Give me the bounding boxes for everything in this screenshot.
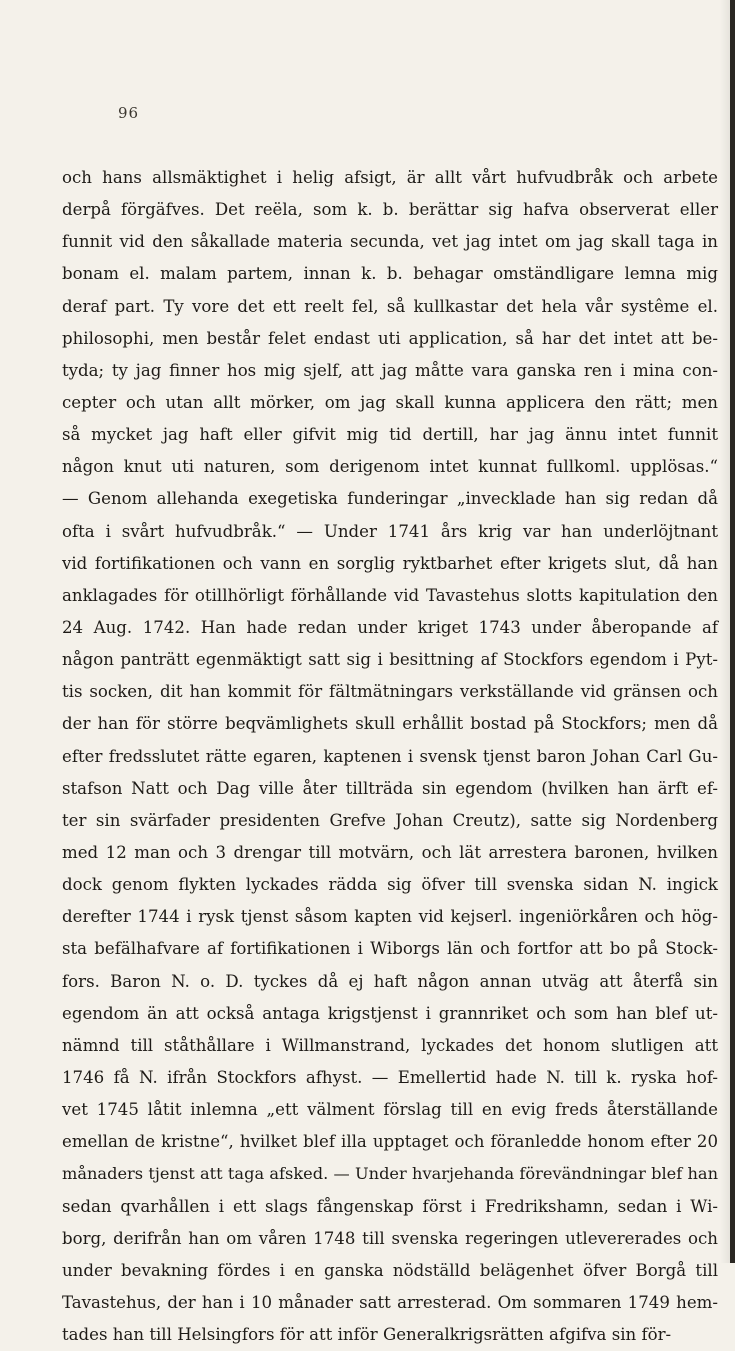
text-line: nämnd till ståthållare i Willmanstrand, lyckades det honom slutligen att (62, 1035, 718, 1055)
text-line: månaders tjenst att taga afsked. — Under hvarjehanda förevändningar blef han (62, 1164, 718, 1184)
text-line: tades han till Helsingfors för att inför Generalkrigsrätten afgifva sin för- (62, 1325, 672, 1345)
text-line: derpå förgäfves. Det reëla, som k. b. berättar sig hafva observerat eller (62, 200, 718, 220)
body-text (62, 162, 718, 1351)
text-line: tyda; ty jag finner hos mig sjelf, att jag måtte vara ganska ren i mina con- (62, 360, 718, 380)
text-line: egendom än att också antaga krigstjenst i grannriket och som han blef ut- (62, 1003, 718, 1023)
text-line: funnit vid den såkallade materia secunda, vet jag intet om jag skall taga in (62, 232, 718, 252)
text-line: fors. Baron N. o. D. tyckes då ej haft någon annan utväg att återfå sin (62, 971, 718, 991)
text-line: deraf part. Ty vore det ett reelt fel, så kullkastar det hela vår systême el. (62, 296, 718, 316)
text-line: ofta i svårt hufvudbråk.“ — Under 1741 års krig var han underlöjtnant (62, 521, 718, 541)
text-line: efter fredsslutet rätte egaren, kaptenen i svensk tjenst baron Johan Carl Gu- (62, 746, 718, 766)
text-line: der han för större beqvämlighets skull erhållit bostad på Stockfors; men då (62, 714, 718, 734)
text-line: tis socken, dit han kommit för fältmätningars verkställande vid gränsen och (62, 682, 718, 702)
text-line: 24 Aug. 1742. Han hade redan under kriget 1743 under åberopande af (62, 617, 718, 637)
text-line: derefter 1744 i rysk tjenst såsom kapten vid kejserl. ingeniörkåren och hög- (62, 907, 718, 927)
text-line: sta befälhafvare af fortifikationen i Wiborgs län och fortfor att bo på Stock- (62, 939, 718, 959)
text-line: någon knut uti naturen, som derigenom intet kunnat fullkoml. upplösas.“ (62, 457, 718, 477)
page-number: 96 (118, 104, 140, 122)
text-line: ter sin svärfader presidenten Grefve Johan Creutz), satte sig Nordenberg (62, 810, 718, 830)
text-line: philosophi, men består felet endast uti application, så har det intet att be- (62, 328, 718, 348)
text-line: dock genom flykten lyckades rädda sig öfver till svenska sidan N. ingick (62, 875, 718, 895)
text-line: och hans allsmäktighet i helig afsigt, är allt vårt hufvudbråk och arbete (62, 168, 718, 187)
page-edge (730, 0, 735, 1263)
text-line: cepter och utan allt mörker, om jag skall kunna applicera den rätt; men (62, 392, 718, 412)
text-line: någon panträtt egenmäktigt satt sig i besittning af Stockfors egendom i Pyt- (62, 650, 718, 670)
text-line: sedan qvarhållen i ett slags fångenskap först i Fredrikshamn, sedan i Wi- (62, 1196, 718, 1216)
text-line: Tavastehus, der han i 10 månader satt arresterad. Om sommaren 1749 hem- (62, 1292, 718, 1312)
text-line: anklagades för otillhörligt förhållande vid Tavastehus slotts kapitulation den (62, 585, 718, 605)
text-line: borg, derifrån han om våren 1748 till svenska regeringen utlevererades och (62, 1228, 718, 1248)
text-line: vid fortifikationen och vann en sorglig ryktbarhet efter krigets slut, då han (62, 553, 718, 573)
text-line: stafson Natt och Dag ville åter tillträda sin egendom (hvilken han ärft ef- (62, 778, 718, 798)
text-line: emellan de kristne“, hvilket blef illa upptaget och föranledde honom efter 20 (62, 1132, 718, 1152)
text-line: bonam el. malam partem, innan k. b. behagar omständligare lemna mig (62, 264, 718, 284)
text-line: — Genom allehanda exegetiska funderingar „invecklade han sig redan då (62, 489, 718, 509)
text-line: med 12 man och 3 drengar till motvärn, och lät arrestera baronen, hvilken (62, 842, 718, 862)
text-line: 1746 få N. ifrån Stockfors afhyst. — Emellertid hade N. till k. ryska hof- (62, 1067, 718, 1087)
text-line: under bevakning fördes i en ganska nödställd belägenhet öfver Borgå till (62, 1260, 718, 1280)
page-edge-shadow (720, 0, 730, 1263)
text-line: vet 1745 låtit inlemna „ett välment förslag till en evig freds återställande (62, 1100, 718, 1120)
text-line: så mycket jag haft eller gifvit mig tid dertill, har jag ännu intet funnit (62, 425, 718, 445)
